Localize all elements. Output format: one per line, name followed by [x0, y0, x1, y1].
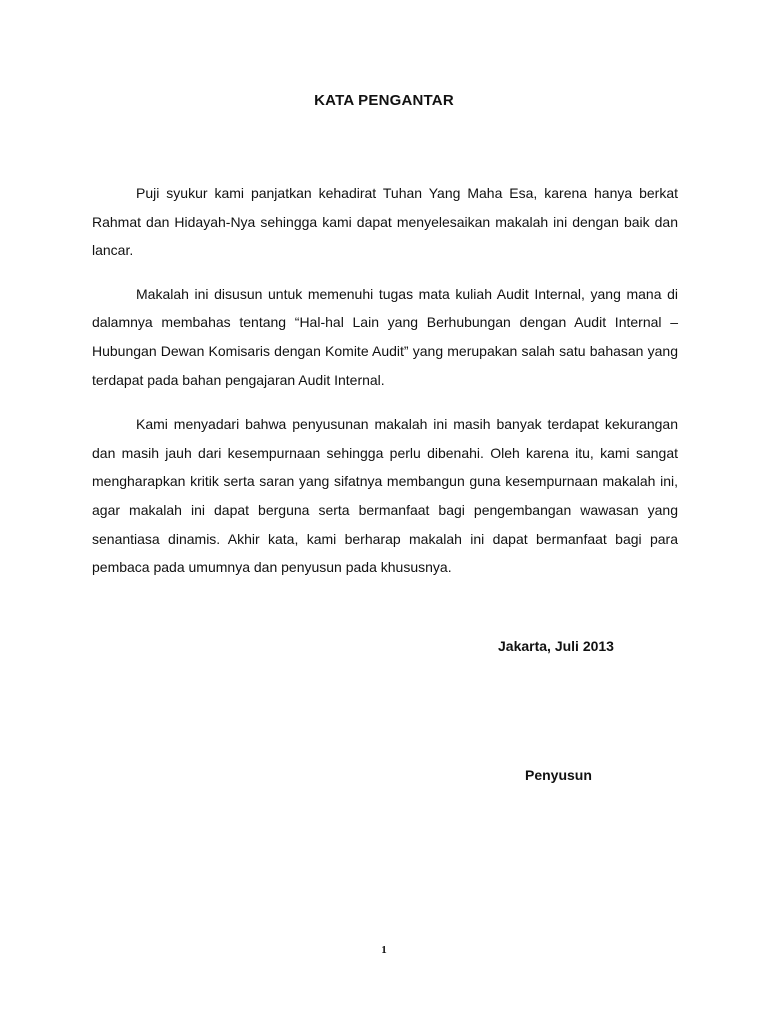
signer: Penyusun [525, 767, 592, 783]
paragraph-3: Kami menyadari bahwa penyusunan makalah ini masih banyak terdapat kekurangan dan masih jauh dari kesempurnaan sehingga perlu dibenahi. Oleh karena itu, kami sangat mengharapkan kritik serta saran yang sifatnya membangun guna kesempurnaan makalah ini, agar makalah ini dapat berguna serta bermanfaat bagi pengembangan wawasan yang senantiasa dinamis. Akhir kata, kami berharap makalah ini dapat bermanfaat bagi para pembaca pada umumnya dan penyusun pada khususnya. [92, 416, 678, 576]
paragraph-2: Makalah ini disusun untuk memenuhi tugas mata kuliah Audit Internal, yang mana di dalamnya membahas tentang “Hal-hal Lain yang Berhubungan dengan Audit Internal – Hubungan Dewan Komisaris dengan Komite Audit” yang merupakan salah satu bahasan yang terdapat pada bahan pengajaran Audit Internal. [92, 285, 678, 388]
paragraph-1: Puji syukur kami panjatkan kehadirat Tuhan Yang Maha Esa, karena hanya berkat Rahmat dan Hidayah-Nya sehingga kami dapat menyelesaikan makalah ini dengan baik dan lancar. [92, 185, 678, 259]
body-text [92, 179, 678, 597]
page-number: 1 [381, 944, 387, 956]
place-date: Jakarta, Juli 2013 [498, 638, 614, 654]
page-title: KATA PENGANTAR [314, 92, 454, 109]
